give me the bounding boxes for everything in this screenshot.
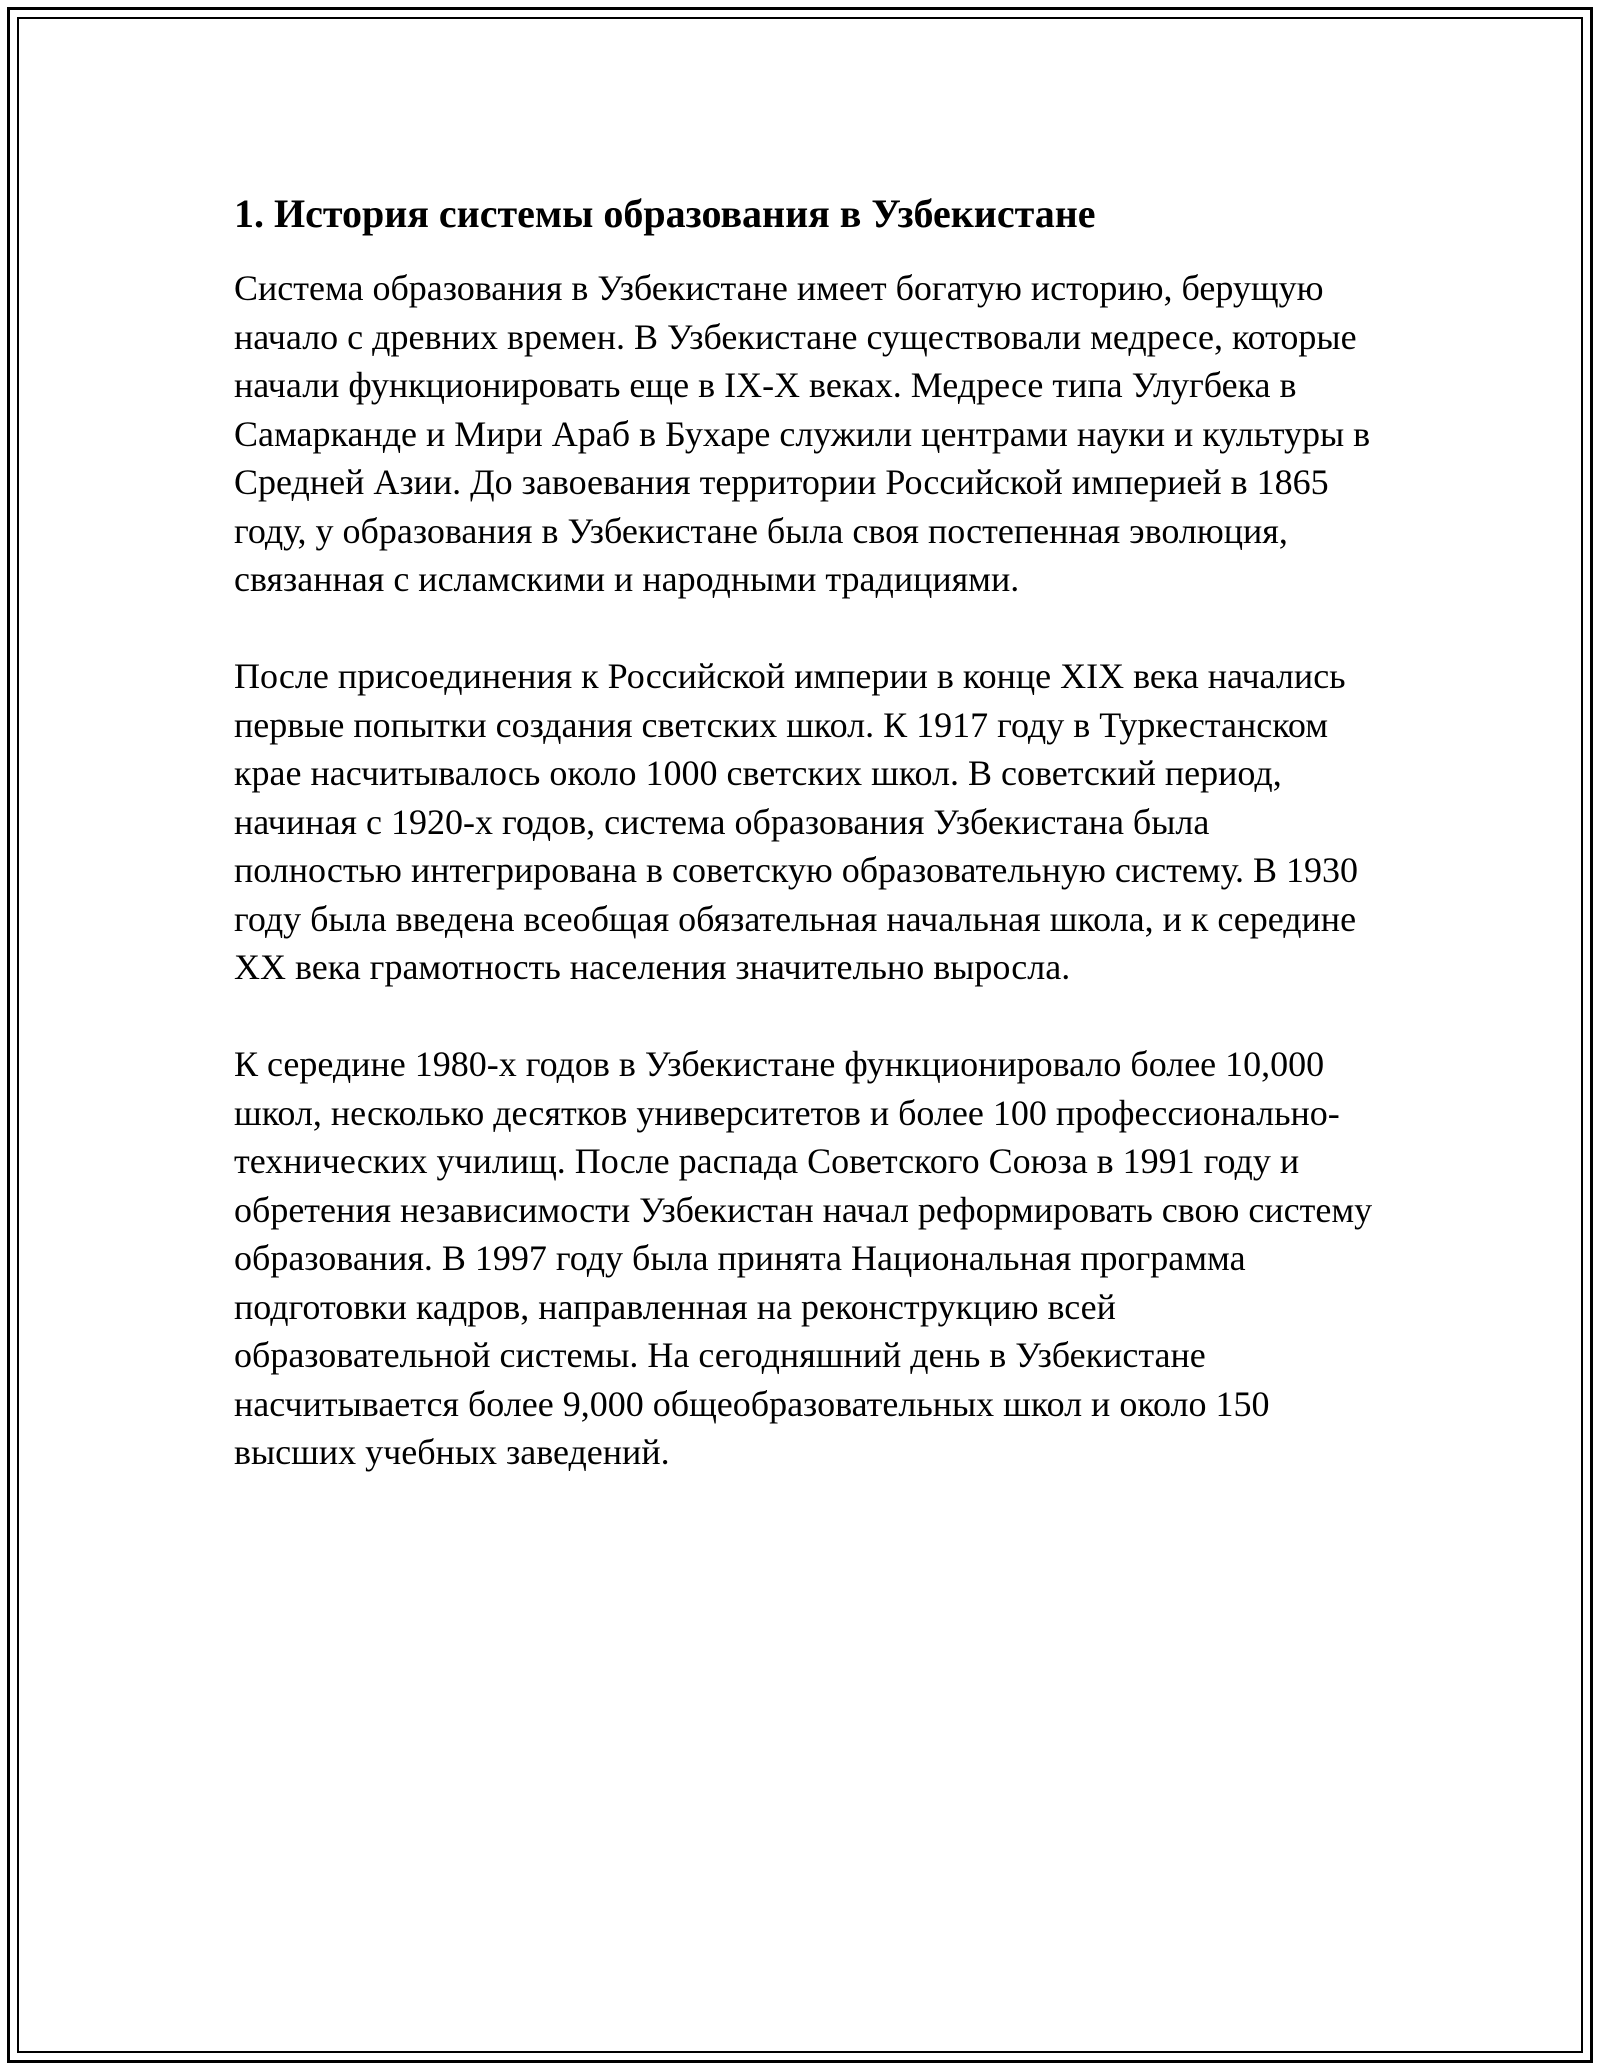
section-heading: 1. История системы образования в Узбекистане — [234, 191, 1096, 236]
paragraph-3: К середине 1980-х годов в Узбекистане функционировало более 10,000 школ, несколько десятков университетов и более 100 профессионально-технических училищ. После распада Советского Союза в 1991 году и обретения независимости Узбекистан начал реформировать свою систему образования. В 1997 году была принята Национальная программа подготовки кадров, направленная на реконструкцию всей образовательной системы. На сегодняшний день в Узбекистане насчитывается более 9,000 общеобразовательных школ и около 150 высших учебных заведений. — [234, 1044, 1373, 1472]
paragraph-2: После присоединения к Российской империи в конце XIX века начались первые попытки создания светских школ. К 1917 году в Туркестанском крае насчитывалось около 1000 светских школ. В советский период, начиная с 1920-х годов, система образования Узбекистана была полностью интегрирована в советскую образовательную систему. В 1930 году была введена всеобщая обязательная начальная школа, и к середине XX века грамотность населения значительно выросла. — [234, 656, 1358, 987]
paragraph-1: Система образования в Узбекистане имеет богатую историю, берущую начало с древних времен. В Узбекистане существовали медресе, которые начали функционировать еще в IX-X веках. Медресе типа Улугбека в Самарканде и Мири Араб в Бухаре служили центрами науки и культуры в Средней Азии. До завоевания территории Российской империей в 1865 году, у образования в Узбекистане была своя постепенная эволюция, связанная с исламскими и народными традициями. — [234, 268, 1371, 599]
document-page — [234, 185, 1374, 1477]
